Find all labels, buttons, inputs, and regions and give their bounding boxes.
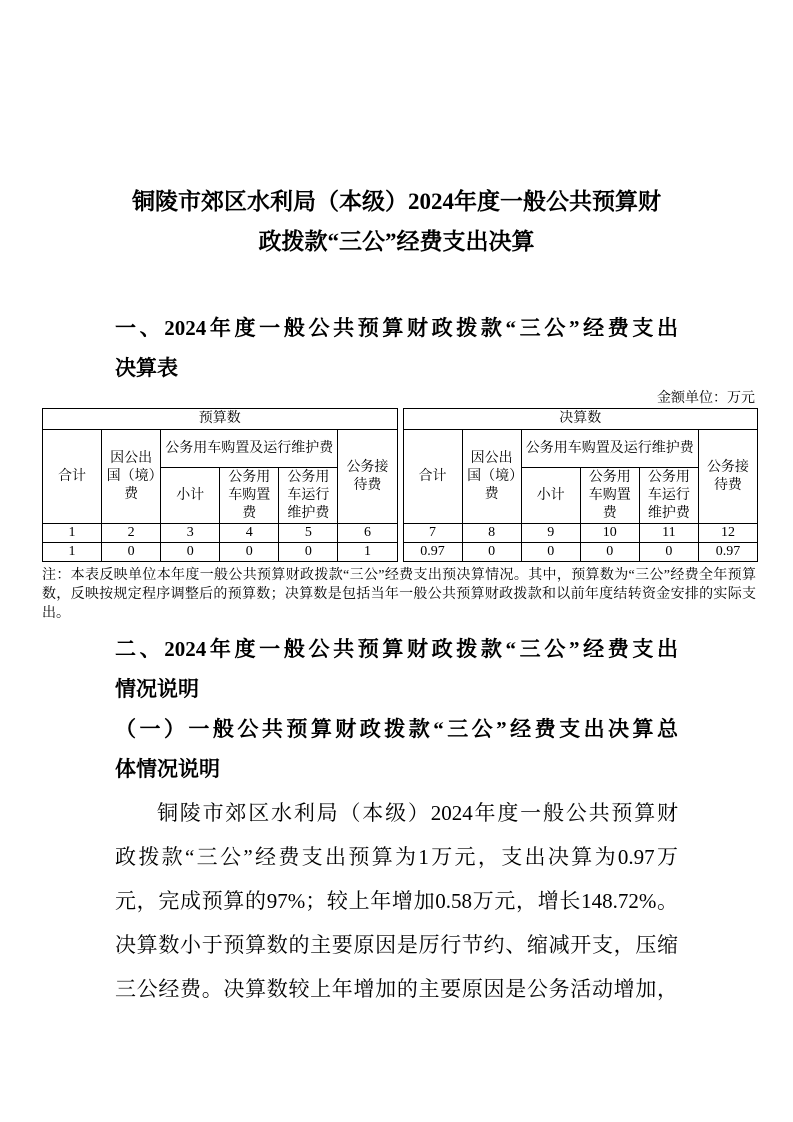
col-header-total: 合计 [403,430,462,524]
section1-heading [115,308,678,388]
col-header-abroad: 因公出国（境）费 [462,430,521,524]
paragraph-line: 三公经费。决算数较上年增加的主要原因是公务活动增加， [115,977,678,1001]
budget-group-header: 预算数 [43,409,398,430]
paragraph-line: 铜陵市郊区水利局（本级）2024年度一般公共预算财 [157,801,678,825]
table-note: 注：本表反映单位本年度一般公共预算财政拨款“三公”经费支出预决算情况。其中，预算数为“三公”经费全年预算数，反映按规定程序调整后的预算数；决算数是包括当年一般公共预算财政拨款和以前年度结转资金安排的实际支出。 [42,568,756,621]
section2-sub1-heading-line-2: 体情况说明 [115,757,220,781]
col-header-vehicle-maintenance: 公务用车运行维护费 [279,468,338,524]
table-cell: 2 [102,524,161,543]
table-cell: 8 [462,524,521,543]
document-title [0,0,793,262]
col-header-vehicle-purchase: 公务用车购置费 [580,468,639,524]
table-cell: 0.97 [698,543,757,562]
section2-heading-line-1: 二、2024年度一般公共预算财政拨款“三公”经费支出 [115,637,678,661]
amount-unit-label: 金额单位：万元 [657,391,755,406]
paragraph-line: 元，完成预算的97%；较上年增加0.58万元，增长148.72%。 [115,889,678,913]
table-cell: 0 [580,543,639,562]
table-cell: 3 [161,524,220,543]
table-cell: 6 [338,524,397,543]
col-header-vehicle-group: 公务用车购置及运行维护费 [521,430,698,468]
col-header-vehicle-subtotal: 小计 [161,468,220,524]
table-cell: 0 [279,543,338,562]
final-accounts-table [403,408,759,562]
document-title-line-2: 政拨款“三公”经费支出决算 [258,229,535,254]
final-value-row [403,543,758,562]
table-cell: 12 [698,524,757,543]
section2-heading-line-2: 情况说明 [115,677,199,701]
col-header-vehicle-purchase: 公务用车购置费 [220,468,279,524]
paragraph-line: 政拨款“三公”经费支出预算为1万元，支出决算为0.97万 [115,845,678,869]
col-header-total: 合计 [43,430,102,524]
table-cell: 7 [403,524,462,543]
table-cell: 0 [639,543,698,562]
budget-column-number-row [43,524,398,543]
paragraph-line: 决算数小于预算数的主要原因是厉行节约、缩减开支，压缩 [115,933,678,957]
document-title-line-1: 铜陵市郊区水利局（本级）2024年度一般公共预算财 [132,189,661,214]
col-header-vehicle-subtotal: 小计 [521,468,580,524]
table-cell: 9 [521,524,580,543]
table-cell: 1 [43,543,102,562]
table-cell: 0 [102,543,161,562]
table-cell: 11 [639,524,698,543]
table-cell: 0 [220,543,279,562]
table-cell: 1 [43,524,102,543]
section1-heading-line-2: 决算表 [115,356,178,380]
final-group-header: 决算数 [403,409,758,430]
section2-heading [115,629,678,789]
table-cell: 0 [462,543,521,562]
budget-table [42,408,398,562]
col-header-abroad: 因公出国（境）费 [102,430,161,524]
table-cell: 0 [161,543,220,562]
col-header-vehicle-group: 公务用车购置及运行维护费 [161,430,338,468]
section1-heading-line-1: 一、2024年度一般公共预算财政拨款“三公”经费支出 [115,316,678,340]
table-cell: 1 [338,543,397,562]
col-header-vehicle-maintenance: 公务用车运行维护费 [639,468,698,524]
section2-sub1-heading-line-1: （一）一般公共预算财政拨款“三公”经费支出决算总 [115,717,678,741]
table-cell: 10 [580,524,639,543]
three-public-expense-table [42,408,758,562]
col-header-reception: 公务接待费 [338,430,397,524]
final-column-number-row [403,524,758,543]
table-cell: 0 [521,543,580,562]
table-cell: 5 [279,524,338,543]
budget-value-row [43,543,398,562]
table-cell: 0.97 [403,543,462,562]
section2-paragraph [115,791,678,1011]
table-cell: 4 [220,524,279,543]
col-header-reception: 公务接待费 [698,430,757,524]
